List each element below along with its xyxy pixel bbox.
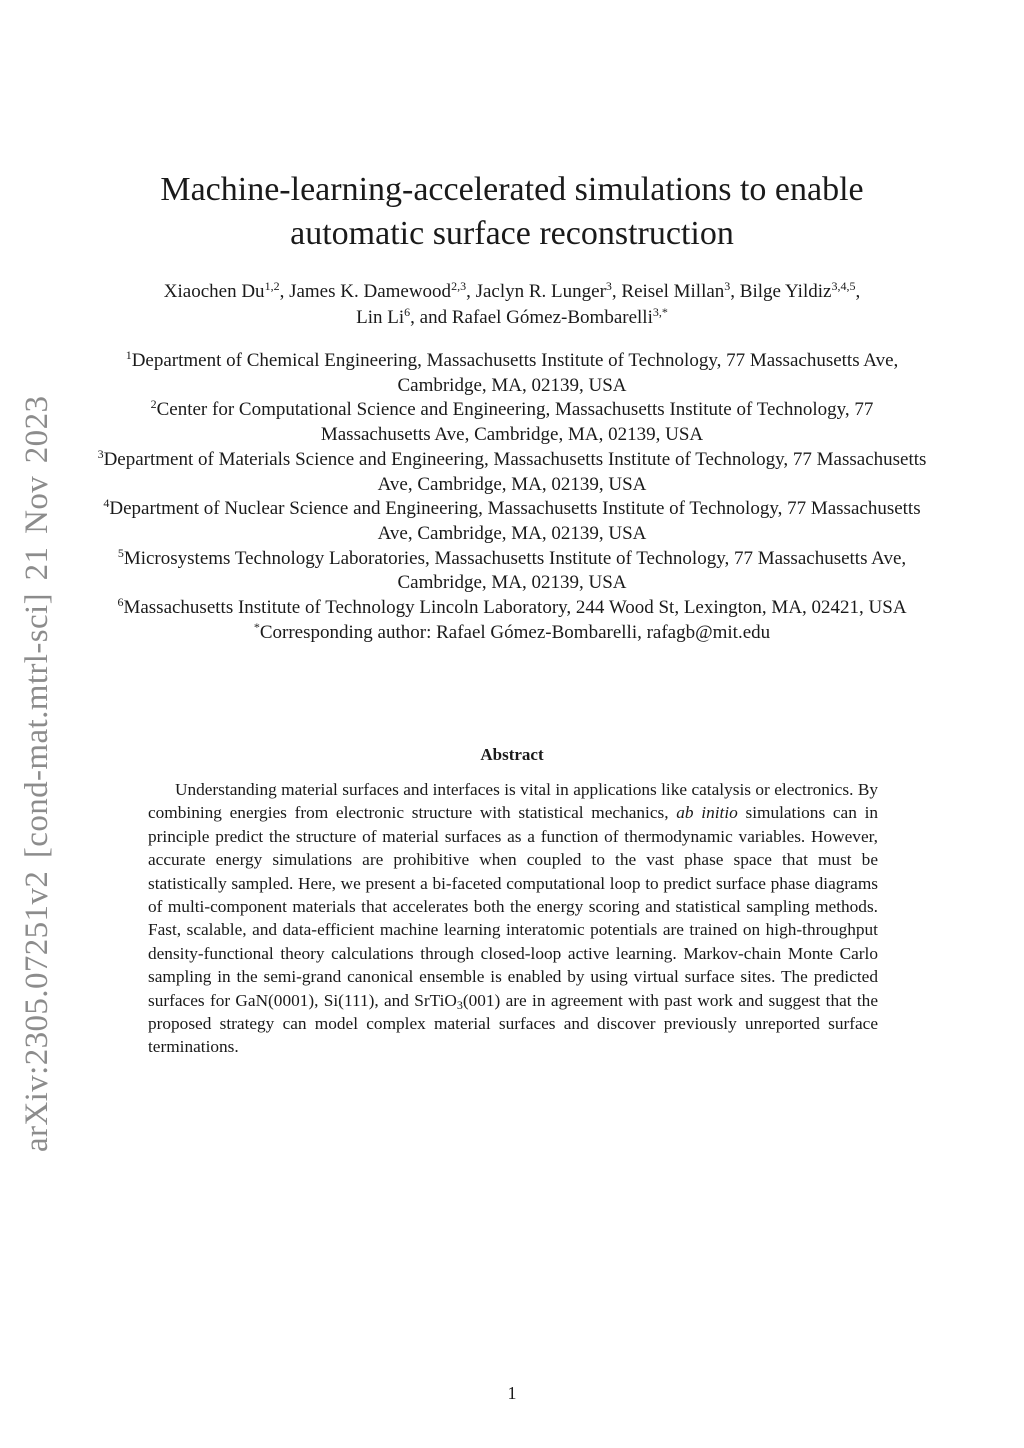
author-affiliation-marker: 3 — [724, 279, 731, 293]
author-name: Jaclyn R. Lunger — [475, 281, 606, 302]
author-affiliation-marker: 3,4,5 — [831, 279, 856, 293]
author-separator: , — [730, 281, 740, 302]
affiliation-item — [95, 547, 929, 596]
author-affiliation-marker: 3 — [605, 279, 612, 293]
affiliation-text: Department of Nuclear Science and Engineering, Massachusetts Institute of Technology, 77 Massachusetts Ave, Cambridge, MA, 02139, USA — [109, 498, 921, 544]
affiliation-number: 2 — [150, 397, 157, 412]
author-separator: , — [279, 281, 290, 302]
abstract-text-part: Understanding material surfaces and interfaces is vital in applications like catalysis or electronics. By combining energies from electronic structure with statistical mechanics, — [148, 780, 878, 823]
corresponding-mark: * — [253, 619, 260, 634]
author-name: Xiaochen Du — [163, 281, 265, 302]
title-line-2: automatic surface reconstruction — [290, 215, 734, 252]
corresponding-author — [95, 621, 929, 646]
abstract-body — [148, 778, 878, 1059]
author-affiliation-marker: 3,* — [652, 305, 668, 319]
abstract-text-part: simulations can in principle predict the structure of material surfaces as a function of thermodynamic variables. However, accurate energy simulations are prohibitive when coupled to the vast phase space that must be statistically sampled. Here, we present a bi-faceted computational loop to predict surface phase diagrams of multi-component materials that accelerates both the energy scoring and statistical sampling methods. Fast, scalable, and data-efficient machine learning interatomic potentials are trained on high-throughput density-functional theory calculations through closed-loop active learning. Markov-chain Monte Carlo sampling in the semi-grand canonical ensemble is enabled by using virtual surface sites. The predicted surfaces for GaN(0001), Si(111), and SrTiO — [148, 803, 879, 1010]
affiliation-number: 3 — [97, 446, 104, 461]
title-line-1: Machine-learning-accelerated simulations to enable — [160, 171, 864, 208]
chemical-subscript: 3 — [456, 997, 463, 1012]
author-name: Lin Li — [356, 307, 405, 328]
author-separator: , — [611, 281, 622, 302]
affiliation-text: Massachusetts Institute of Technology Lincoln Laboratory, 244 Wood St, Lexington, MA, 02421, USA — [123, 597, 907, 619]
author-separator: , — [855, 281, 861, 302]
affiliation-item — [95, 349, 929, 398]
affiliation-number: 5 — [117, 545, 124, 560]
affiliation-number: 4 — [103, 496, 110, 511]
author-name: James K. Damewood — [289, 281, 452, 302]
arxiv-identifier-stamp[interactable]: arXiv:2305.07251v2 [cond-mat.mtrl-sci] 21 Nov 2023 — [19, 395, 55, 1152]
author-list — [95, 279, 929, 331]
affiliation-number: 6 — [117, 595, 124, 610]
author-separator: , and — [410, 307, 452, 328]
author-affiliation-marker: 6 — [404, 305, 411, 319]
author-name: Bilge Yildiz — [739, 281, 832, 302]
affiliation-text: Microsystems Technology Laboratories, Massachusetts Institute of Technology, 77 Massachusetts Ave, Cambridge, MA, 02139, USA — [123, 547, 907, 594]
abstract-text-part: (001) are in agreement with past work and suggest that the proposed strategy can model complex material surfaces and discover previously unreported surface terminations. — [148, 990, 878, 1057]
abstract-italic-term: ab initio — [676, 803, 738, 823]
affiliation-item — [95, 596, 929, 621]
page-number: 1 — [507, 1383, 517, 1403]
author-name: Rafael Gómez-Bombarelli — [451, 307, 653, 328]
affiliation-item — [95, 448, 929, 497]
corresponding-author-text: Corresponding author: Rafael Gómez-Bombarelli, rafagb@mit.edu — [259, 621, 771, 643]
author-affiliation-marker: 1,2 — [264, 279, 280, 293]
author-affiliation-marker: 2,3 — [451, 279, 467, 293]
paper-title — [110, 168, 914, 256]
affiliation-number: 1 — [125, 348, 132, 362]
affiliation-text: Department of Chemical Engineering, Massachusetts Institute of Technology, 77 Massachusetts Ave, Cambridge, MA, 02139, USA — [131, 350, 899, 396]
abstract-heading: Abstract — [480, 745, 544, 764]
author-separator: , — [466, 281, 476, 302]
affiliation-item — [95, 497, 929, 546]
affiliation-list — [95, 349, 929, 645]
author-name: Reisel Millan — [621, 281, 725, 302]
affiliation-item — [95, 398, 929, 447]
affiliation-text: Center for Computational Science and Engineering, Massachusetts Institute of Technology, 77 Massachusetts Ave, Cambridge, MA, 02139, USA — [156, 399, 874, 446]
affiliation-text: Department of Materials Science and Engineering, Massachusetts Institute of Technology, 77 Massachusetts Ave, Cambridge, MA, 02139, USA — [103, 448, 927, 495]
